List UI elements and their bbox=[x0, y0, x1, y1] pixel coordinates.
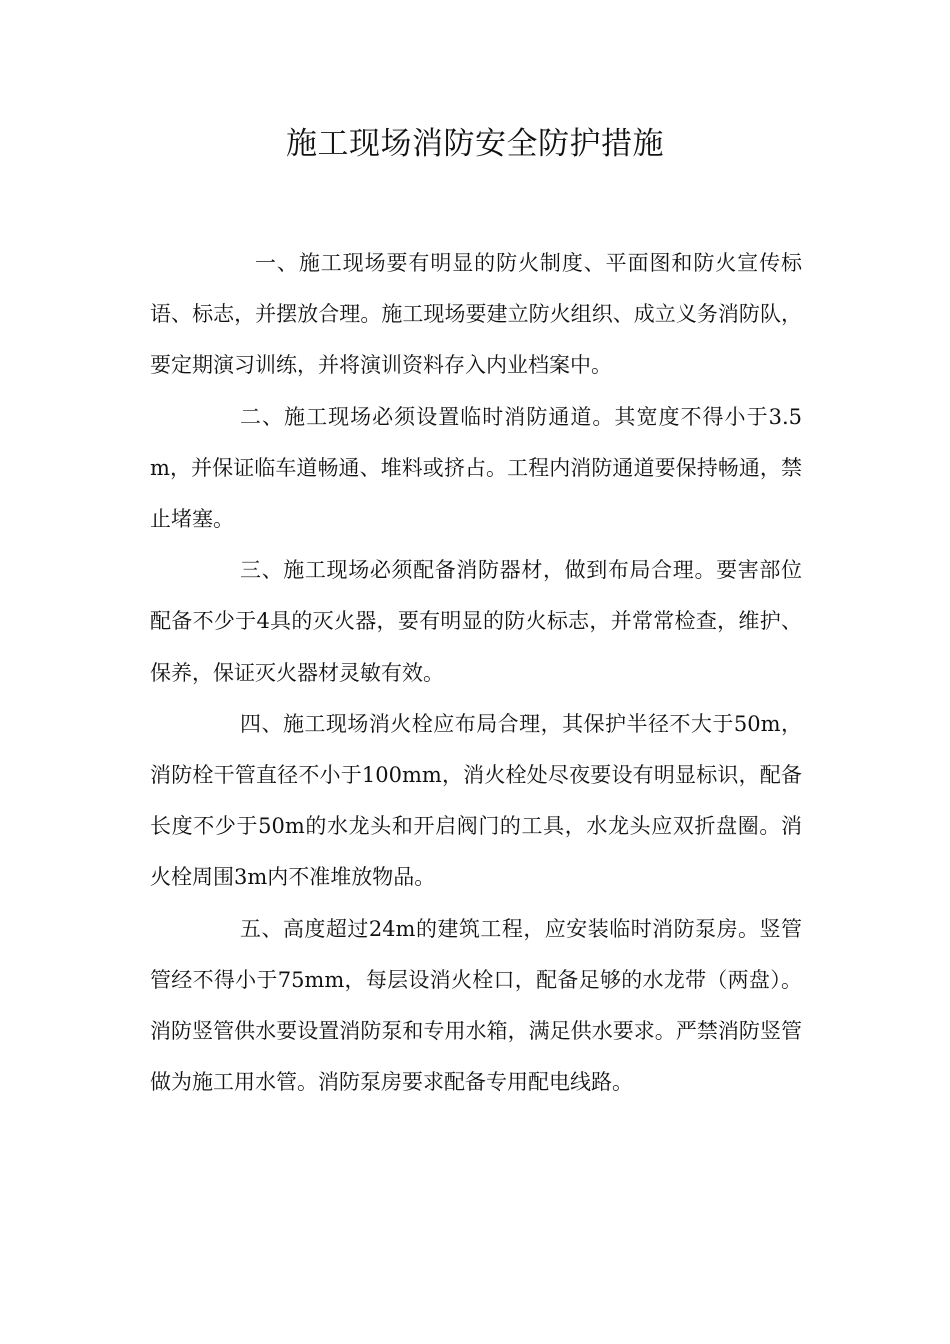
paragraph-2: 二、施工现场必须设置临时消防通道。其宽度不得小于3.5m，并保证临车道畅通、堆料或挤占。工程内消防通道要保持畅通，禁止堵塞。 bbox=[150, 404, 802, 532]
paragraph-1: 一、施工现场要有明显的防火制度、平面图和防火宣传标语、标志，并摆放合理。施工现场要建立防火组织、成立义务消防队，要定期演习训练，并将演训资料存入内业档案中。 bbox=[150, 251, 802, 378]
paragraph-5: 五、高度超过24m的建筑工程，应安装临时消防泵房。竖管管经不得小于75mm，每层设消火栓口，配备足够的水龙带（两盘）。消防竖管供水要设置消防泵和专用水箱，满足供水要求。严禁消防竖管做为施工用水管。消防泵房要求配备专用配电线路。 bbox=[150, 916, 802, 1095]
paragraph-3: 三、施工现场必须配备消防器材，做到布局合理。要害部位配备不少于4具的灭火器，要有明显的防火标志，并常常检查，维护、保养，保证灭火器材灵敏有效。 bbox=[150, 558, 802, 685]
paragraph-4: 四、施工现场消火栓应布局合理，其保护半径不大于50m，消防栓干管直径不小于100mm，消火栓处尽夜要设有明显标识，配备长度不少于50m的水龙头和开启阀门的工具，水龙头应双折盘圈。消火栓周围3m内不准堆放物品。 bbox=[150, 711, 802, 890]
document-title: 施工现场消防安全防护措施 bbox=[286, 126, 664, 162]
document-body bbox=[150, 238, 802, 1108]
